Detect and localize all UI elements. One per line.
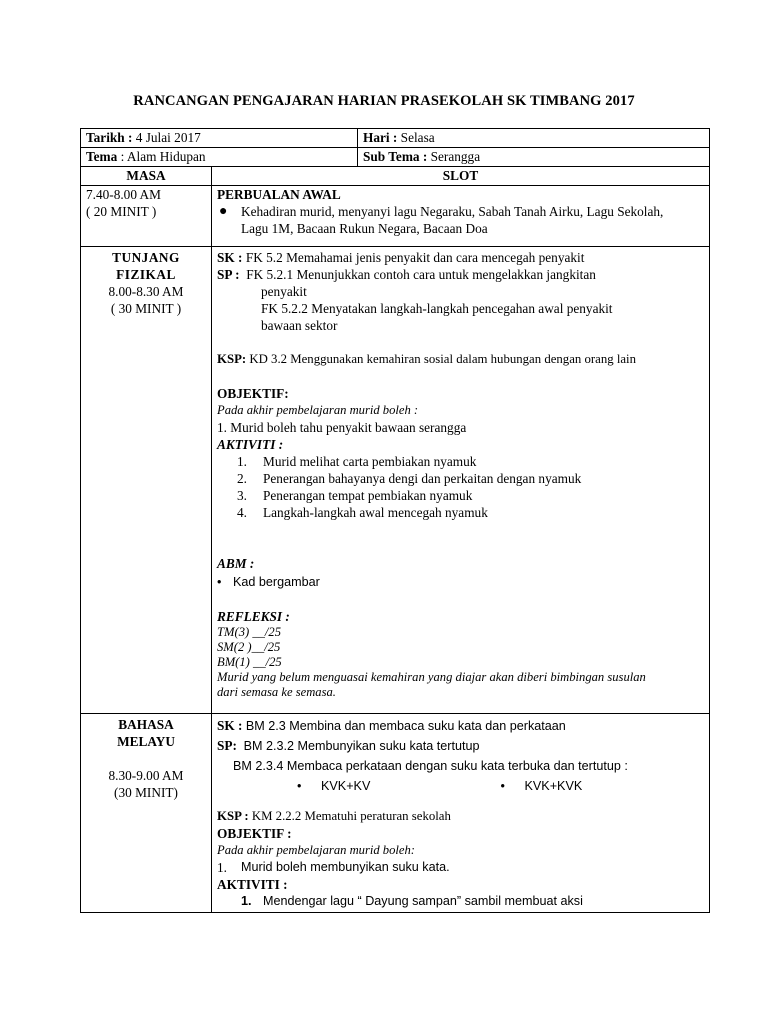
row2-slot-cell bbox=[212, 247, 710, 714]
row3-time: 8.30-9.00 AM bbox=[108, 768, 184, 783]
row1-time-cell bbox=[81, 186, 212, 247]
row3-aktiviti-text: Mendengar lagu “ Dayung sampan” sambil membuat aksi bbox=[263, 894, 583, 908]
list-text: Penerangan bahayanya dengi dan perkaitan dengan nyamuk bbox=[263, 471, 582, 486]
row3-aktiviti-item bbox=[217, 893, 704, 910]
row3-time-cell bbox=[81, 714, 212, 913]
masa-header: MASA bbox=[81, 167, 212, 186]
row1-bullet-cont: Lagu 1M, Bacaan Rukun Negara, Bacaan Doa bbox=[241, 221, 488, 236]
row3-objektif-label: OBJEKTIF : bbox=[217, 826, 292, 841]
row2-sp-text1: FK 5.2.1 Menunjukkan contoh cara untuk mengelakkan jangkitan bbox=[246, 267, 596, 282]
tarikh-label: Tarikh bbox=[86, 130, 125, 145]
row2-abm-item bbox=[217, 574, 704, 591]
row3-sk-text: BM 2.3 Membina dan membaca suku kata dan perkataan bbox=[245, 719, 566, 733]
row3-objektif-item bbox=[217, 859, 704, 876]
list-item bbox=[297, 776, 501, 796]
bullet-icon: • bbox=[217, 575, 222, 589]
row1-time: 7.40-8.00 AM bbox=[86, 187, 161, 202]
header-row-date bbox=[81, 129, 710, 148]
list-item bbox=[217, 504, 704, 521]
row3-subject1: BAHASA bbox=[118, 717, 174, 732]
list-text: Langkah-langkah awal mencegah nyamuk bbox=[263, 505, 488, 520]
bullet-icon: • bbox=[297, 779, 302, 793]
row2-subject1: TUNJANG bbox=[112, 250, 180, 265]
row2-ksp-text: KD 3.2 Menggunakan kemahiran sosial dalam hubungan dengan orang lain bbox=[249, 352, 637, 366]
row2-objektif-1: 1. Murid boleh tahu penyakit bawaan serangga bbox=[217, 420, 467, 435]
row3-sp-options bbox=[217, 776, 704, 796]
list-item bbox=[501, 776, 705, 796]
tarikh-value: 4 Julai 2017 bbox=[135, 130, 201, 145]
row3-aktiviti-label: AKTIVITI : bbox=[217, 877, 288, 892]
row2-sp-text2: FK 5.2.2 Menyatakan langkah-langkah pencegahan awal penyakit bbox=[261, 301, 613, 316]
column-header-row bbox=[81, 167, 710, 186]
bullet-icon: • bbox=[500, 779, 505, 793]
list-item bbox=[217, 453, 704, 470]
row1-heading: PERBUALAN AWAL bbox=[217, 187, 341, 202]
lesson-plan-table bbox=[80, 128, 710, 913]
row3-duration: (30 MINIT) bbox=[114, 785, 178, 800]
row3-sp-text1: BM 2.3.2 Membunyikan suku kata tertutup bbox=[243, 739, 480, 753]
row-perbualan-awal bbox=[81, 186, 710, 247]
tema-value: Alam Hidupan bbox=[126, 149, 206, 164]
hari-value: Selasa bbox=[400, 130, 435, 145]
subtema-value: Serangga bbox=[430, 149, 481, 164]
row2-sk-label: SK : bbox=[217, 250, 243, 265]
row-tunjang-fizikal bbox=[81, 247, 710, 714]
row2-sp-label: SP : bbox=[217, 267, 240, 282]
row2-duration: ( 30 MINIT ) bbox=[110, 301, 182, 316]
row2-time: 8.00-8.30 AM bbox=[108, 284, 184, 299]
tema-label: Tema bbox=[86, 149, 118, 164]
row3-sp-label: SP: bbox=[217, 738, 237, 753]
row3-subject2: MELAYU bbox=[117, 734, 175, 749]
row2-sp-text1b: penyakit bbox=[261, 284, 307, 299]
list-number: 1. bbox=[217, 860, 227, 875]
row2-ksp bbox=[217, 351, 704, 368]
hari-label: Hari bbox=[363, 130, 390, 145]
row2-refleksi-bm: BM(1) __/25 bbox=[217, 655, 282, 669]
list-number: 1. bbox=[237, 454, 247, 469]
row1-slot-cell bbox=[212, 186, 710, 247]
row2-sk bbox=[217, 249, 704, 266]
list-number: 3. bbox=[237, 488, 247, 503]
list-number: 1. bbox=[241, 894, 252, 908]
row3-ksp bbox=[217, 808, 704, 825]
row2-objektif-label: OBJEKTIF: bbox=[217, 386, 289, 401]
row3-objektif-text: Murid boleh membunyikan suku kata. bbox=[241, 860, 450, 874]
row2-objektif-intro: Pada akhir pembelajaran murid boleh : bbox=[217, 403, 419, 417]
row2-time-cell bbox=[81, 247, 212, 714]
list-text: Penerangan tempat pembiakan nyamuk bbox=[263, 488, 473, 503]
row2-refleksi-note2: dari semasa ke semasa. bbox=[217, 685, 336, 699]
row1-bullet-text: Kehadiran murid, menyanyi lagu Negaraku, Sabah Tanah Airku, Lagu Sekolah, bbox=[241, 204, 664, 219]
list-number: 4. bbox=[237, 505, 247, 520]
page-title: RANCANGAN PENGAJARAN HARIAN PRASEKOLAH SK TIMBANG 2017 bbox=[133, 93, 635, 109]
row3-objektif-intro: Pada akhir pembelajaran murid boleh: bbox=[217, 843, 415, 857]
tarikh-cell: Tarikh : 4 Julai 2017 bbox=[81, 129, 358, 148]
list-item bbox=[217, 470, 704, 487]
row3-sp-text2: BM 2.3.4 Membaca perkataan dengan suku kata terbuka dan tertutup : bbox=[233, 759, 628, 773]
row3-sp bbox=[217, 736, 704, 756]
row2-refleksi-tm: TM(3) __/25 bbox=[217, 625, 282, 639]
list-number: 2. bbox=[237, 471, 247, 486]
subtema-label: Sub Tema bbox=[363, 149, 420, 164]
tema-cell: Tema : Alam Hidupan bbox=[81, 148, 358, 167]
row3-ksp-label: KSP : bbox=[217, 809, 249, 823]
row1-duration: ( 20 MINIT ) bbox=[86, 204, 157, 219]
row2-refleksi-note: Murid yang belum menguasai kemahiran yang diajar akan diberi bimbingan susulan bbox=[217, 670, 646, 684]
row2-abm-label: ABM : bbox=[217, 556, 255, 571]
row3-ksp-text: KM 2.2.2 Mematuhi peraturan sekolah bbox=[251, 809, 451, 823]
bullet-icon: ● bbox=[219, 204, 228, 219]
subtema-cell: Sub Tema : Serangga bbox=[358, 148, 710, 167]
hari-cell: Hari : Selasa bbox=[358, 129, 710, 148]
row2-sp-text2b: bawaan sektor bbox=[261, 318, 338, 333]
slot-header: SLOT bbox=[212, 167, 710, 186]
row3-sp-opt2: KVK+KVK bbox=[524, 779, 583, 793]
row2-refleksi-label: REFLEKSI : bbox=[217, 609, 290, 624]
row2-subject2: FIZIKAL bbox=[116, 267, 176, 282]
row2-refleksi-sm: SM(2 )__/25 bbox=[217, 640, 281, 654]
list-item bbox=[217, 487, 704, 504]
row-bahasa-melayu bbox=[81, 714, 710, 913]
row3-sk bbox=[217, 716, 704, 736]
row3-slot-cell bbox=[212, 714, 710, 913]
row2-ksp-label: KSP: bbox=[217, 352, 247, 366]
row2-sp bbox=[217, 266, 704, 283]
row2-abm-text: Kad bergambar bbox=[233, 575, 320, 589]
row3-sp-opt1: KVK+KV bbox=[321, 779, 371, 793]
row3-sk-label: SK : bbox=[217, 718, 243, 733]
row2-aktiviti-label: AKTIVITI : bbox=[217, 437, 284, 452]
list-text: Murid melihat carta pembiakan nyamuk bbox=[263, 454, 477, 469]
row2-sk-text: FK 5.2 Memahamai jenis penyakit dan cara mencegah penyakit bbox=[245, 250, 585, 265]
header-row-theme bbox=[81, 148, 710, 167]
row1-bullet bbox=[217, 203, 704, 220]
